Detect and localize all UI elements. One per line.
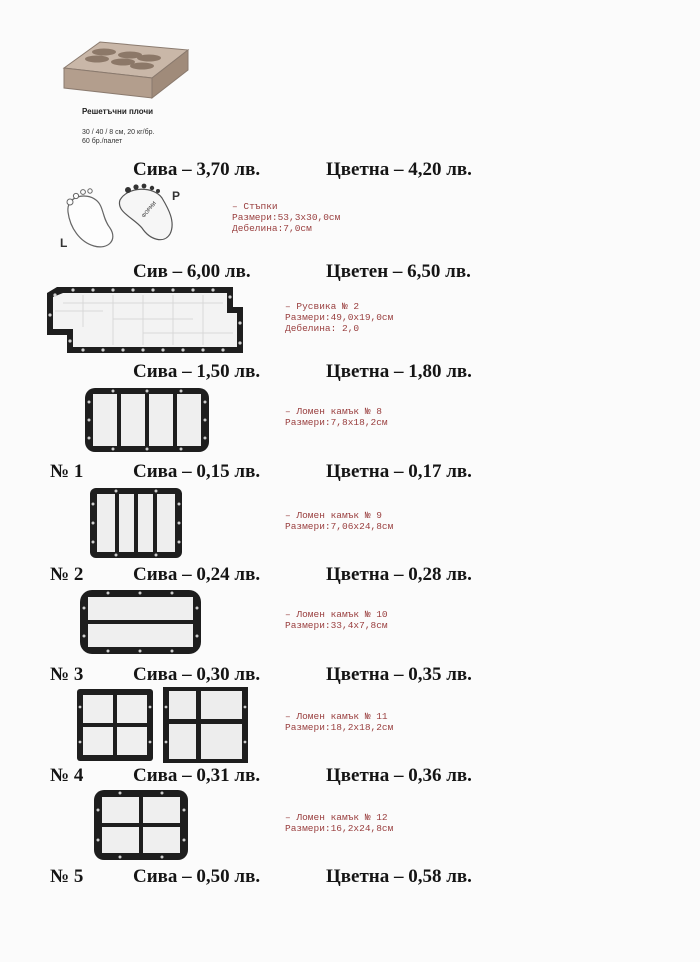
price-color: Цветна – 0,36 лв. [326,765,472,786]
price-gray: Сива – 1,50 лв. [133,361,261,382]
item-number: № 1 [50,461,84,482]
price-gray: Сива – 3,70 лв. [133,159,261,180]
mold-12-image [92,788,190,862]
product-description: – Ломен камък № 8 Размери:7,8х18,2см [285,406,388,428]
price-gray: Сива – 0,31 лв. [133,765,261,786]
svg-text:ФОРМИ: ФОРМИ [140,200,158,220]
price-color: Цветна – 0,35 лв. [326,664,472,685]
price-gray: Сива – 0,24 лв. [133,564,261,585]
item-number: № 2 [50,564,84,585]
right-foot-letter: P [172,189,181,203]
product-caption-title: Решетъчни плочи [82,107,154,116]
product-description: – Ломен камък № 10 Размери:33,4х7,8см [285,609,388,631]
product-description: – Русвика № 2 Размери:49,0х19,0см Дебелина: 2,0 [285,301,394,334]
price-color: Цветна – 1,80 лв. [326,361,472,382]
product-description: – Стъпки Размери:53,3х30,0см Дебелина:7,0см [232,201,341,234]
price-color: Цветна – 4,20 лв. [326,159,472,180]
left-foot-letter: L [60,236,68,250]
item-number: № 4 [50,765,84,786]
product-description: – Ломен камък № 11 Размери:18,2х18,2см [285,711,394,733]
mold-10-image [78,588,203,656]
price-gray: Сива – 0,30 лв. [133,664,261,685]
price-color: Цветна – 0,58 лв. [326,866,472,887]
grid-paver-photo [60,28,190,100]
price-color: Цветна – 0,28 лв. [326,564,472,585]
product-caption-pallet: 60 бр./палет [82,138,123,145]
price-gray: Сива – 0,15 лв. [133,461,261,482]
stone-panel-mold-image [43,283,248,358]
mold-11-image [75,687,250,763]
price-color: Цветен – 6,50 лв. [326,261,471,282]
product-caption-size: 30 / 40 / 8 см, 20 кг/бр. [82,129,155,136]
price-gray: Сива – 0,50 лв. [133,866,261,887]
mold-9-image [88,486,184,560]
item-number: № 3 [50,664,84,685]
item-number: № 5 [50,866,84,887]
product-description: – Ломен камък № 12 Размери:16,2х24,8см [285,812,394,834]
price-gray: Сив – 6,00 лв. [133,261,251,282]
product-description: – Ломен камък № 9 Размери:7,06х24,8см [285,510,394,532]
price-color: Цветна – 0,17 лв. [326,461,472,482]
mold-8-image [83,386,211,454]
footprint-mold-image [58,182,188,254]
